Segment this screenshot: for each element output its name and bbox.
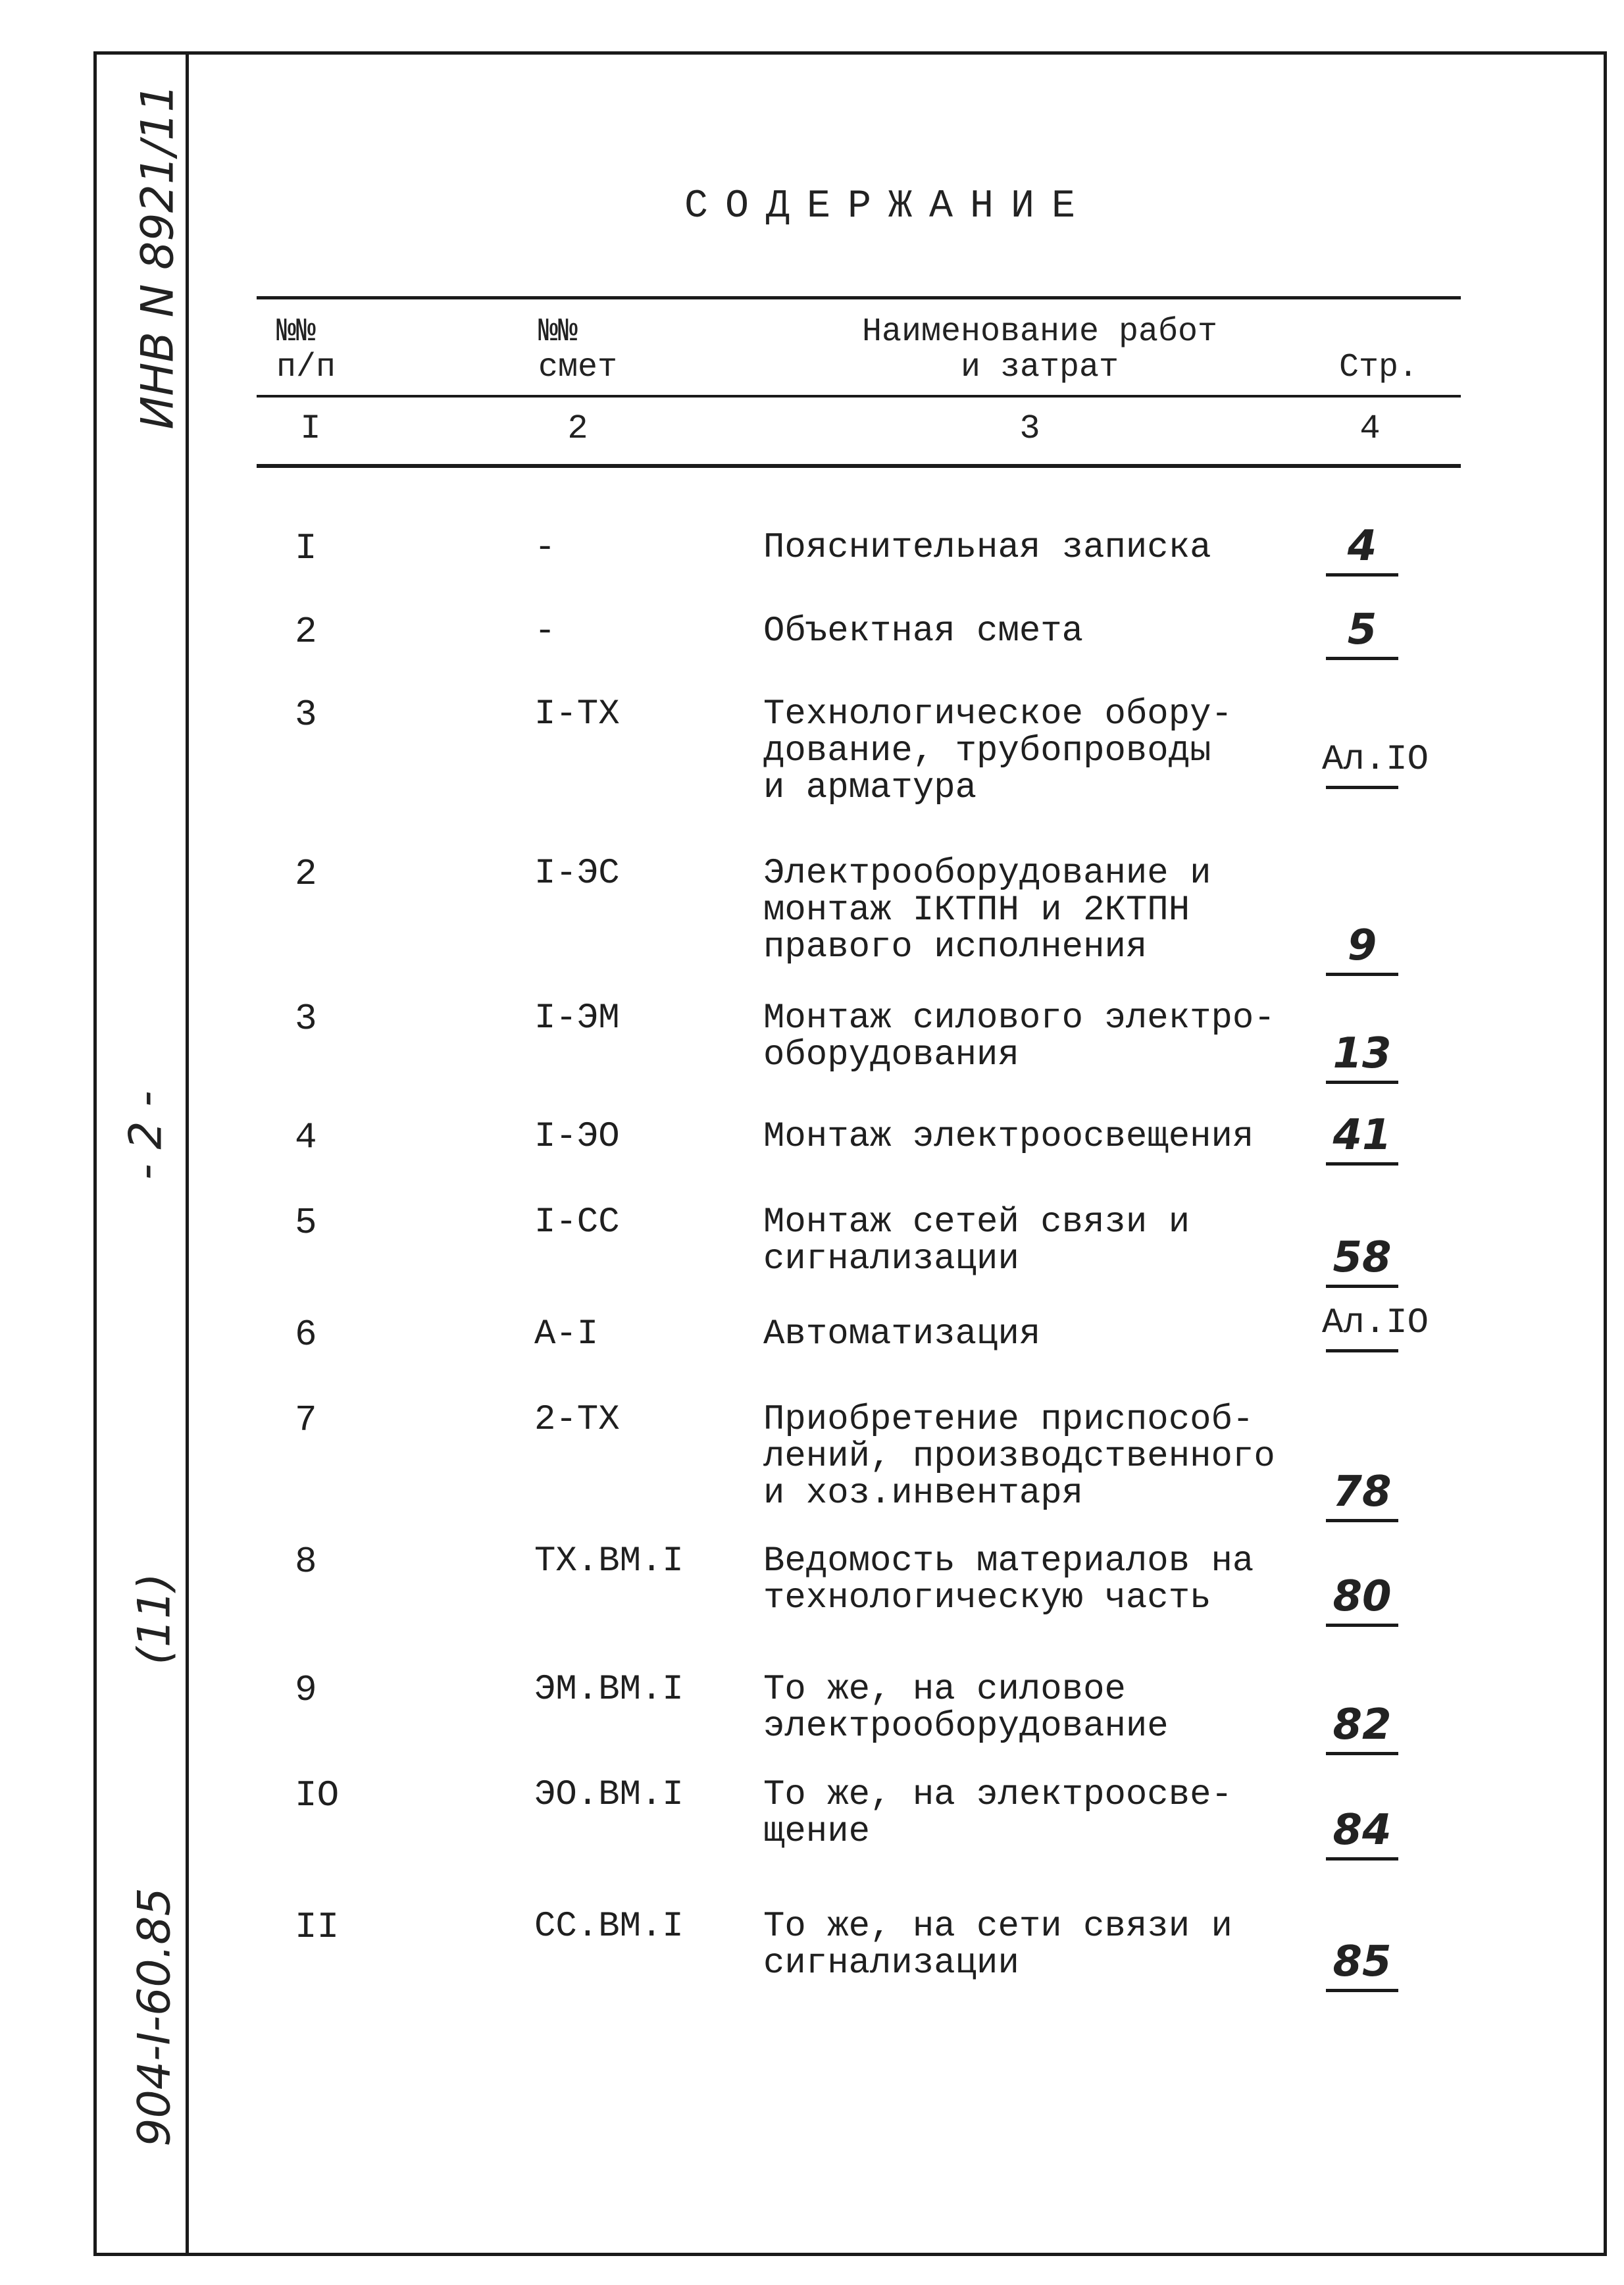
page-ref-underline [1326, 1752, 1398, 1755]
page-ref-underline [1326, 1162, 1398, 1166]
row-work-name: Технологическое обору- дование, трубопроводы и арматура [763, 694, 1232, 808]
row-work-name: Автоматизация [763, 1314, 1041, 1354]
row-page-ref: Ал.IO [1321, 740, 1429, 780]
row-estimate-code: СС.ВМ.I [534, 1907, 684, 1947]
row-work-name: То же, на сети связи и сигнализации [763, 1907, 1232, 1984]
row-estimate-code: I-СС [534, 1202, 620, 1243]
page-ref-underline [1326, 1285, 1398, 1288]
row-page-ref: 5 [1347, 605, 1377, 654]
column-number-4: 4 [1359, 409, 1381, 448]
inventory-number: ИНВ N 8921/11 [132, 84, 184, 430]
row-estimate-code: ЭМ.ВМ.I [534, 1670, 684, 1710]
row-number: 2 [295, 611, 317, 653]
row-page-ref: 82 [1332, 1701, 1392, 1749]
table-top-rule [257, 296, 1461, 299]
row-work-name: Приобретение приспособ- лений, производственного и хоз.инвентаря [763, 1400, 1275, 1514]
header-col-estimate-line1: №№ [538, 313, 578, 351]
row-estimate-code: I-ЭС [534, 854, 620, 894]
row-work-name: Пояснительная записка [763, 528, 1211, 568]
row-work-name: Объектная смета [763, 611, 1084, 652]
page-ref-underline [1326, 1624, 1398, 1627]
row-page-ref: 58 [1332, 1233, 1392, 1282]
column-number-2: 2 [567, 409, 588, 448]
row-number: 5 [295, 1202, 317, 1244]
header-col-page: Стр. [1339, 349, 1419, 386]
header-col-number-line1: №№ [276, 313, 317, 351]
row-work-name: То же, на электроосве- щение [763, 1775, 1232, 1852]
row-estimate-code: - [534, 611, 556, 652]
row-page-ref: 85 [1332, 1938, 1392, 1986]
header-col-number-line2: п/п [276, 349, 336, 386]
side-page-number: - 2 - [120, 1091, 172, 1180]
column-number-3: 3 [1019, 409, 1040, 448]
row-page-ref: 78 [1332, 1468, 1392, 1516]
column-number-rule [257, 464, 1461, 468]
row-number: 8 [295, 1541, 317, 1583]
row-number: 3 [295, 694, 317, 736]
row-number: II [295, 1906, 340, 1948]
margin-line [186, 51, 189, 2256]
page-ref-underline [1326, 786, 1398, 789]
row-page-ref: Ал.IO [1321, 1303, 1429, 1343]
row-estimate-code: ЭО.ВМ.I [534, 1775, 684, 1815]
page-ref-underline [1326, 1989, 1398, 1992]
page-ref-underline [1326, 1081, 1398, 1084]
page-ref-underline [1326, 573, 1398, 577]
header-col-name-line2: и затрат [960, 349, 1119, 386]
header-col-name-line1: Наименование работ [861, 313, 1218, 351]
row-number: I [295, 527, 317, 569]
row-estimate-code: I-ЭМ [534, 998, 620, 1039]
row-page-ref: 84 [1332, 1806, 1392, 1855]
row-estimate-code: 2-ТХ [534, 1400, 620, 1440]
row-number: 4 [295, 1116, 317, 1158]
row-work-name: Ведомость материалов на технологическую часть [763, 1541, 1254, 1618]
row-number: 7 [295, 1399, 317, 1441]
row-page-ref: 80 [1332, 1572, 1392, 1621]
row-number: IO [295, 1774, 340, 1816]
row-number: 6 [295, 1314, 317, 1356]
row-number: 2 [295, 853, 317, 895]
side-volume-number: (11) [128, 1573, 181, 1665]
row-work-name: То же, на силовое электрооборудование [763, 1670, 1169, 1747]
project-code: 904-I-60.85 [128, 1887, 181, 2147]
page-title: СОДЕРЖАНИЕ [684, 184, 1093, 229]
row-work-name: Монтаж электроосвещения [763, 1117, 1254, 1157]
row-estimate-code: I-ТХ [534, 694, 620, 734]
page-ref-underline [1326, 1349, 1398, 1352]
row-page-ref: 13 [1332, 1029, 1392, 1078]
row-number: 9 [295, 1669, 317, 1711]
row-estimate-code: ТХ.ВМ.I [534, 1541, 684, 1581]
page-ref-underline [1326, 657, 1398, 660]
header-col-estimate-line2: смет [538, 349, 618, 386]
row-work-name: Монтаж силового электро- оборудования [763, 998, 1275, 1075]
row-work-name: Электрооборудование и монтаж IКТПН и 2КТПН правого исполнения [763, 854, 1211, 967]
row-work-name: Монтаж сетей связи и сигнализации [763, 1202, 1190, 1279]
column-number-1: I [300, 409, 321, 448]
header-rule [257, 395, 1461, 398]
page-ref-underline [1326, 973, 1398, 976]
row-page-ref: 41 [1332, 1111, 1392, 1160]
row-page-ref: 9 [1347, 921, 1377, 970]
row-estimate-code: - [534, 528, 556, 568]
page-ref-underline [1326, 1519, 1398, 1522]
page-ref-underline [1326, 1857, 1398, 1861]
row-number: 3 [295, 998, 317, 1040]
row-estimate-code: А-I [534, 1314, 599, 1354]
row-page-ref: 4 [1347, 522, 1377, 571]
row-estimate-code: I-ЭО [534, 1117, 620, 1157]
